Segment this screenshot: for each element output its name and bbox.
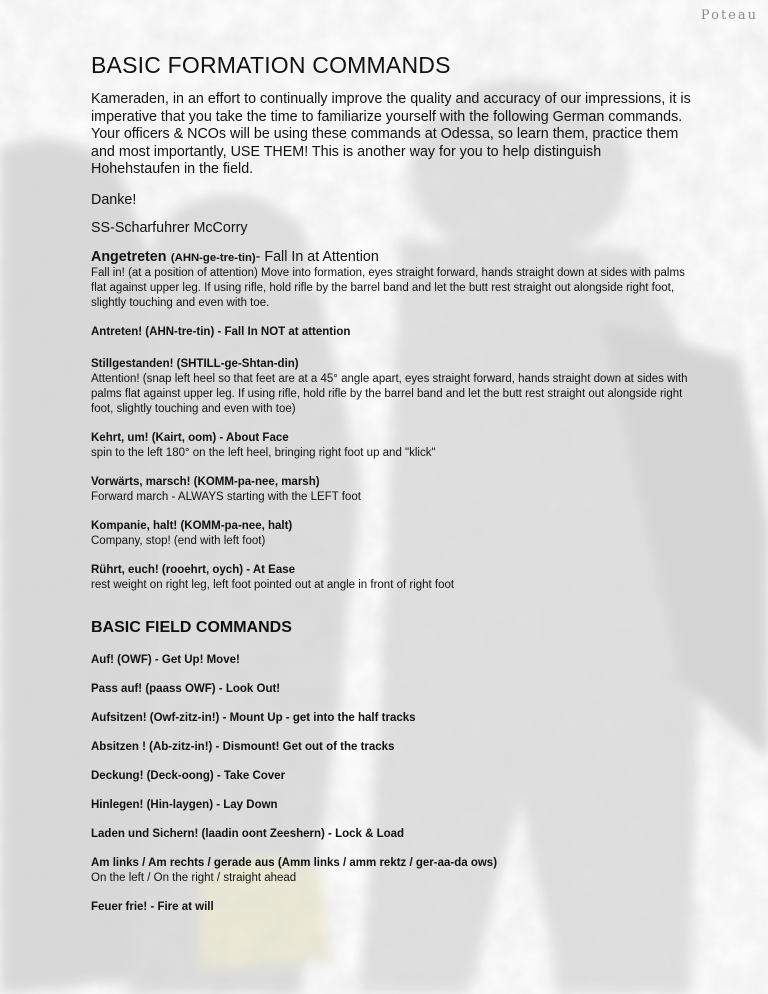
field-command-heading: Am links / Am rechts / gerade aus (Amm links / amm rektz / ger-aa-da ows) [91,856,498,869]
signature-line: SS-Scharfuhrer McCorry [91,219,248,236]
command-heading: Kehrt, um! (Kairt, oom) - About Face [91,431,289,444]
command-heading: Stillgestanden! (SHTILL-ge-Shtan-din) [91,357,299,370]
command-description: Attention! (snap left heel so that feet are at a 45° angle apart, eyes straight forward, hands straight down at sides with palms flat against upper leg. If using rifle, hold rifle by the barrel band and let the butt rest straight out alongside right foot, slightly touching and even with toe) [91,372,688,415]
command-pronunciation: (AHN-ge-tre-tin) [170,251,256,264]
command-description: Forward march - ALWAYS starting with the LEFT foot [91,490,361,503]
field-command-heading: Laden und Sichern! (laadin oont Zeeshern) - Lock & Load [91,827,405,840]
command-heading: Antreten! (AHN-tre-tin) - Fall In NOT at attention [91,325,351,338]
command-heading: Rührt, euch! (rooehrt, oych) - At Ease [91,563,296,576]
command-description: Fall in! (at a position of attention) Move into formation, eyes straight forward, hands straight down at sides with palms flat against upper leg. If using rifle, hold rifle by the barrel band and let the butt rest straight out alongside right foot, slightly touching and even with toe. [91,266,685,309]
command-angetreten [91,248,691,311]
field-command-heading: Absitzen ! (Ab-zitz-in!) - Dismount! Get out of the tracks [91,740,395,753]
danke-line: Danke! [91,191,137,208]
document [91,52,691,929]
field-command-heading: Pass auf! (paass OWF) - Look Out! [91,682,281,695]
command-description: rest weight on right leg, left foot pointed out at angle in front of right foot [91,578,455,591]
watermark: Poteau [700,8,758,23]
command-description: spin to the left 180° on the left heel, bringing right foot up and "klick" [91,446,436,459]
field-command-heading: Auf! (OWF) - Get Up! Move! [91,653,240,666]
section-title-field-commands: BASIC FIELD COMMANDS [91,618,292,636]
field-command-heading: Aufsitzen! (Owf-zitz-in!) - Mount Up - get into the half tracks [91,711,416,724]
field-command-heading: Hinlegen! (Hin-laygen) - Lay Down [91,798,278,811]
command-heading: Kompanie, halt! (KOMM-pa-nee, halt) [91,519,293,532]
command-description: Company, stop! (end with left foot) [91,534,266,547]
command-meaning: - Fall In at Attention [255,248,379,265]
command-word: Angetreten [91,248,167,265]
command-heading: Vorwärts, marsch! (KOMM-pa-nee, marsh) [91,475,320,488]
field-command-description: On the left / On the right / straight ahead [91,871,297,884]
field-command-heading: Feuer frie! - Fire at will [91,900,214,913]
page-title: BASIC FORMATION COMMANDS [91,52,451,78]
field-command-heading: Deckung! (Deck-oong) - Take Cover [91,769,286,782]
intro-paragraph: Kameraden, in an effort to continually improve the quality and accuracy of our impressions, it is imperative that you take the time to familiarize yourself with the following German commands. Your officers & NCOs will be using these commands at Odessa, so learn them, practice them and most importantly, USE THEM! This is another way for you to help distinguish Hohehstaufen in the field. [91,91,691,177]
